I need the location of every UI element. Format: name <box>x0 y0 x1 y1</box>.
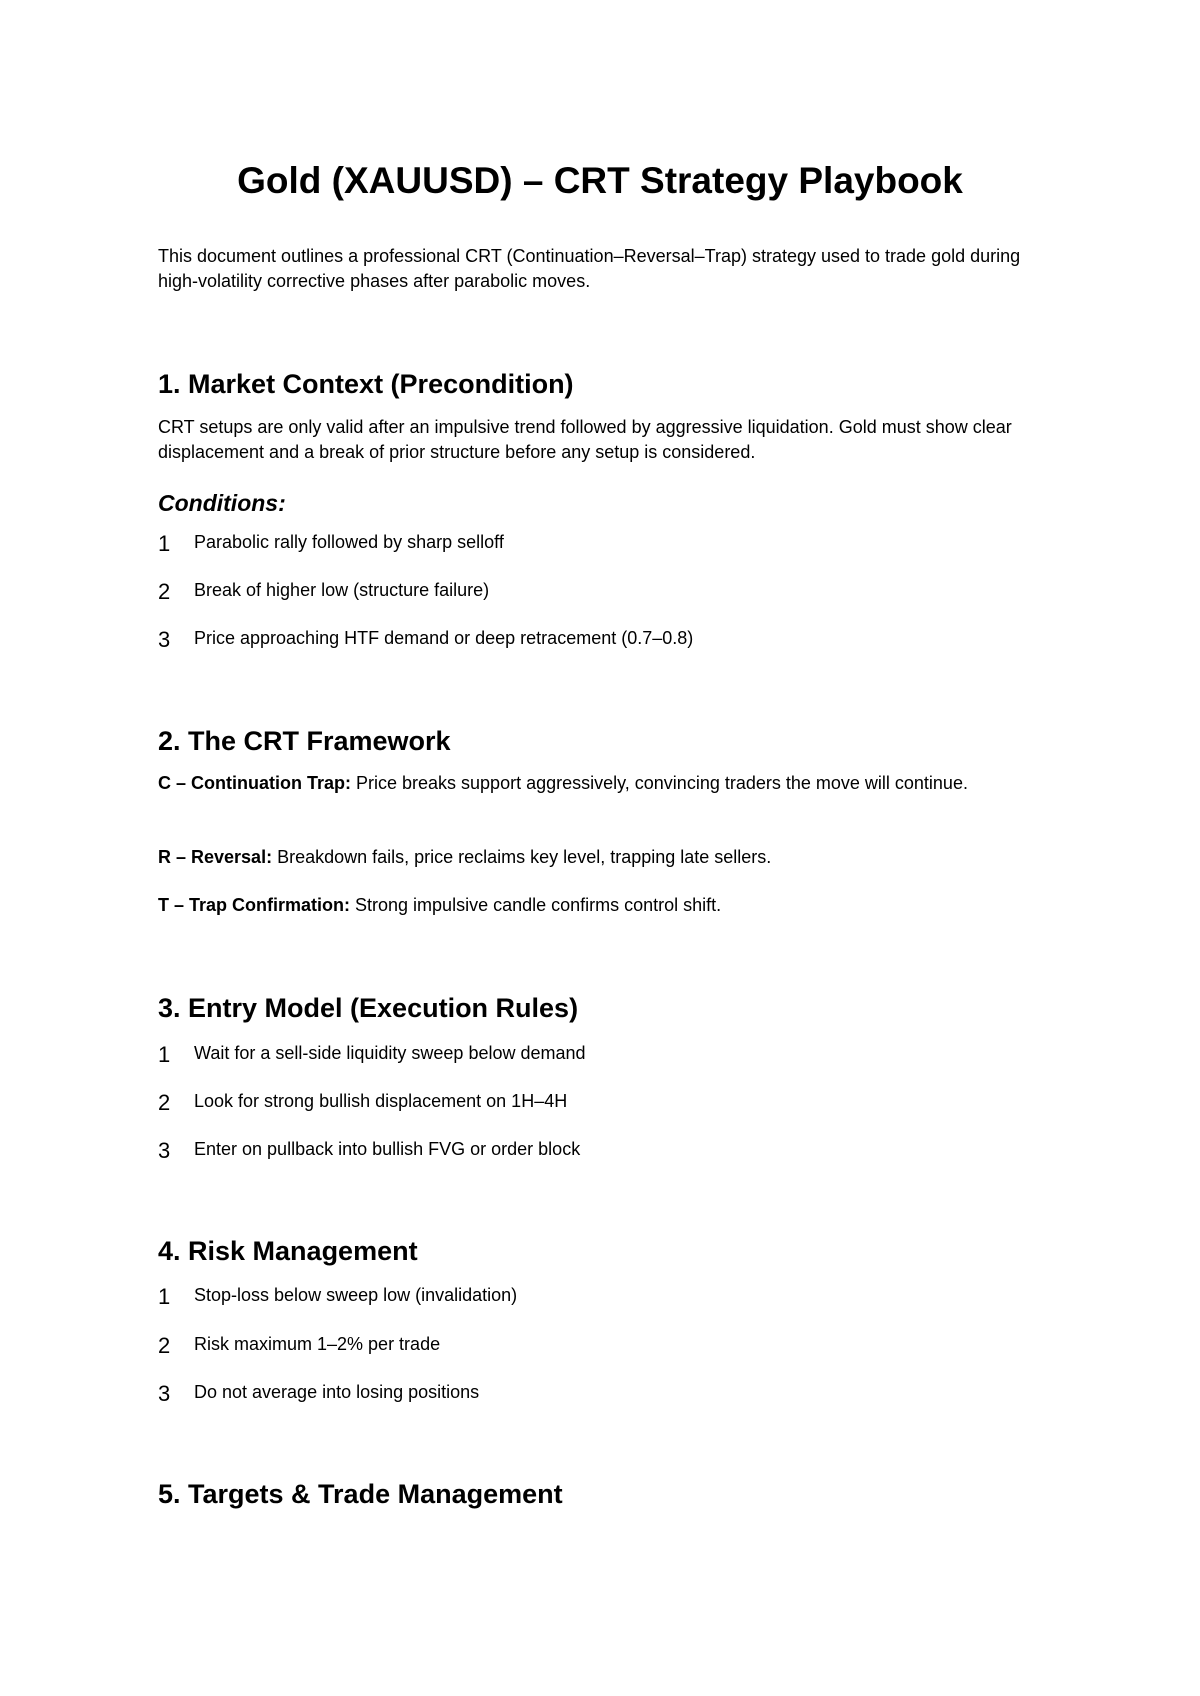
section-heading-entry-model: 3. Entry Model (Execution Rules) <box>158 993 579 1023</box>
crt-description: Breakdown fails, price reclaims key level, trapping late sellers. <box>272 847 772 867</box>
section-heading-crt-framework: 2. The CRT Framework <box>158 726 451 756</box>
list-number: 1 <box>158 1042 171 1067</box>
list-number: 3 <box>158 627 171 652</box>
crt-label: C – Continuation Trap: <box>158 773 351 793</box>
list-item <box>158 625 1058 653</box>
list-number: 1 <box>158 1284 171 1309</box>
list-text: Break of higher low (structure failure) <box>194 580 490 600</box>
list-text: Do not average into losing positions <box>194 1382 480 1402</box>
section-heading-risk-management: 4. Risk Management <box>158 1236 418 1266</box>
list-item <box>158 1331 1058 1359</box>
section-heading-market-context: 1. Market Context (Precondition) <box>158 369 574 399</box>
section-heading-targets: 5. Targets & Trade Management <box>158 1479 563 1509</box>
list-item <box>158 1282 1058 1310</box>
list-text: Risk maximum 1–2% per trade <box>194 1334 441 1354</box>
conditions-label: Conditions: <box>158 490 286 516</box>
document-title: Gold (XAUUSD) – CRT Strategy Playbook <box>237 160 963 201</box>
list-text: Price approaching HTF demand or deep retracement (0.7–0.8) <box>194 628 694 648</box>
crt-description: Strong impulsive candle confirms control shift. <box>350 895 722 915</box>
crt-item-trap-confirmation <box>158 893 1038 918</box>
list-text: Enter on pullback into bullish FVG or order block <box>194 1139 581 1159</box>
list-number: 2 <box>158 1333 171 1358</box>
intro-paragraph: This document outlines a professional CRT (Continuation–Reversal–Trap) strategy used to trade gold during high-volatility corrective phases after parabolic moves. <box>158 246 1021 291</box>
crt-label: R – Reversal: <box>158 847 273 867</box>
list-text: Wait for a sell-side liquidity sweep below demand <box>194 1043 586 1063</box>
list-number: 1 <box>158 531 171 556</box>
list-item <box>158 1136 1058 1164</box>
crt-description: Price breaks support aggressively, convincing traders the move will continue. <box>351 773 968 793</box>
list-text: Parabolic rally followed by sharp selloff <box>194 532 504 552</box>
crt-label: T – Trap Confirmation: <box>158 895 351 915</box>
list-number: 3 <box>158 1138 171 1163</box>
list-item <box>158 577 1058 605</box>
list-item <box>158 529 1058 557</box>
market-context-paragraph: CRT setups are only valid after an impulsive trend followed by aggressive liquidation. Gold must show clear displacement and a break of prior structure before any setup is considered. <box>158 417 1012 462</box>
list-text: Look for strong bullish displacement on 1H–4H <box>194 1091 568 1111</box>
list-item <box>158 1040 1058 1068</box>
crt-item-continuation <box>158 771 1038 796</box>
list-item <box>158 1379 1058 1407</box>
list-number: 2 <box>158 579 171 604</box>
list-number: 3 <box>158 1381 171 1406</box>
list-number: 2 <box>158 1090 171 1115</box>
list-item <box>158 1088 1058 1116</box>
list-text: Stop-loss below sweep low (invalidation) <box>194 1285 518 1305</box>
crt-item-reversal <box>158 845 1038 870</box>
